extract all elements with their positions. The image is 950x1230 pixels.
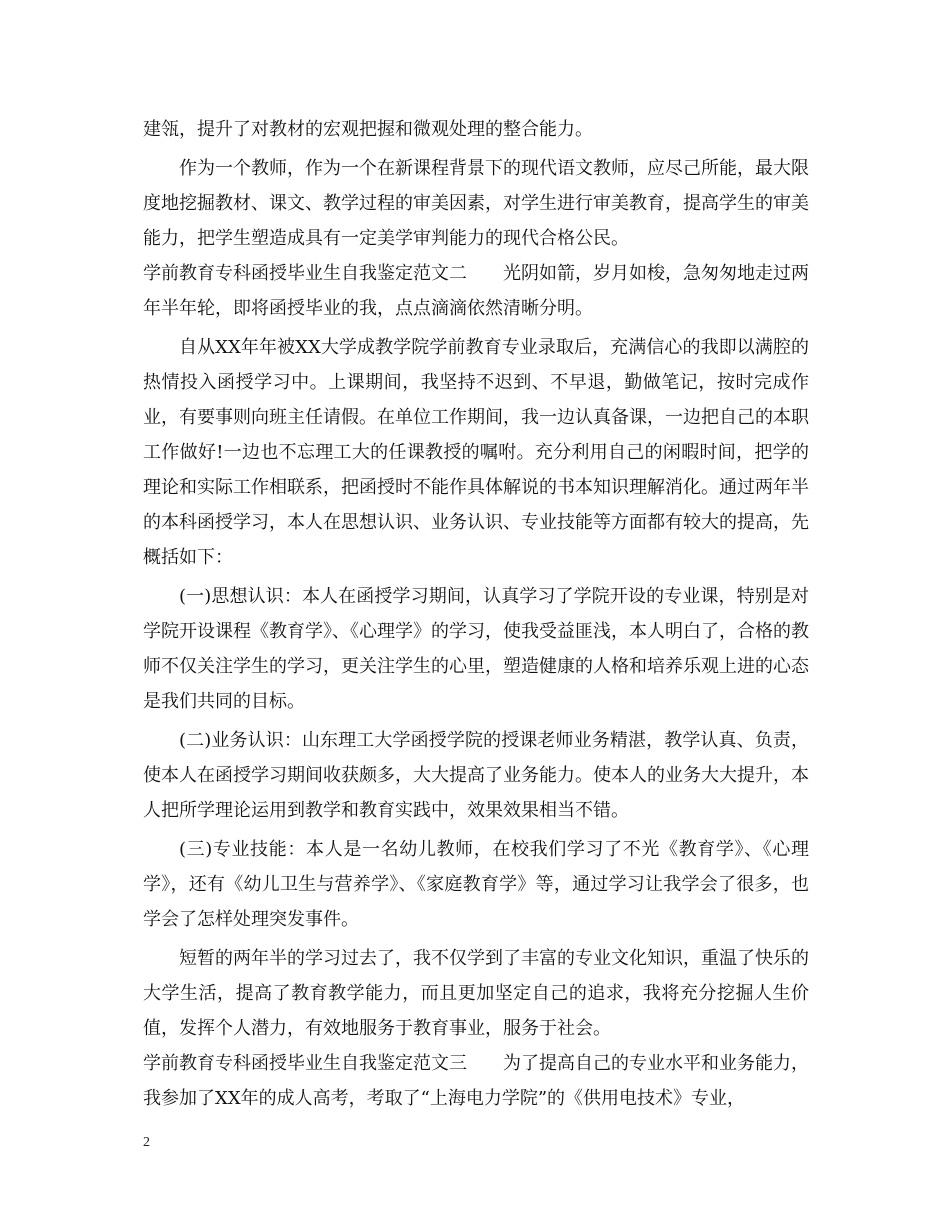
section-heading-paragraph: 学前教育专科函授毕业生自我鉴定范文二 光阴如箭，岁月如梭，急匆匆地走过两年半年轮，即将函授毕业的我，点点滴滴依然清晰分明。 [143,263,809,319]
paragraph: (三)专业技能：本人是一名幼儿教师，在校我们学习了不光《教育学》、《心理学》，还有《幼儿卫生与营养学》、《家庭教育学》等，通过学习让我学会了很多，也学会了怎样处理突发事件。 [143,839,809,930]
paragraph: (一)思想认识：本人在函授学习期间，认真学习了学院开设的专业课，特别是对学院开设课程《教育学》、《心理学》的学习，使我受益匪浅，本人明白了，合格的教师不仅关注学生的学习，更关注学生的心里，塑造健康的人格和培养乐观上进的心态是我们共同的目标。 [143,586,809,712]
document-body [143,112,809,1116]
paragraph: 短暂的两年半的学习过去了，我不仅学到了丰富的专业文化知识，重温了快乐的大学生活，提高了教育教学能力，而且更加坚定自己的追求，我将充分挖掘人生价值，发挥个人潜力，有效地服务于教育事业，服务于社会。 [143,948,809,1039]
page-number: 2 [143,1135,150,1150]
paragraph: (二)业务认识：山东理工大学函授学院的授课老师业务精湛，教学认真、负责，使本人在函授学习期间收获颇多，大大提高了业务能力。使本人的业务大大提升，本人把所学理论运用到教学和教育实践中，效果效果相当不错。 [143,730,809,821]
section-heading-paragraph: 学前教育专科函授毕业生自我鉴定范文三 为了提高自己的专业水平和业务能力，我参加了XX年的成人高考，考取了“上海电力学院”的《供用电技术》专业， [143,1053,809,1109]
paragraph: 作为一个教师，作为一个在新课程背景下的现代语文教师，应尽己所能，最大限度地挖掘教材、课文、教学过程的审美因素，对学生进行审美教育，提高学生的审美能力，把学生塑造成具有一定美学审判能力的现代合格公民。 [143,158,809,249]
paragraph: 自从XX年年被XX大学成教学院学前教育专业录取后，充满信心的我即以满腔的热情投入函授学习中。上课期间，我坚持不迟到、不早退，勤做笔记，按时完成作业，有要事则向班主任请假。在单位工作期间，我一边认真备课，一边把自己的本职工作做好!一边也不忘理工大的任课教授的嘱咐。充分利用自己的闲暇时间，把学的理论和实际工作相联系，把函授时不能作具体解说的书本知识理解消化。通过两年半的本科函授学习，本人在思想认识、业务认识、专业技能等方面都有较大的提高，先概括如下： [143,337,809,568]
paragraph: 建瓴，提升了对教材的宏观把握和微观处理的整合能力。 [143,119,593,140]
